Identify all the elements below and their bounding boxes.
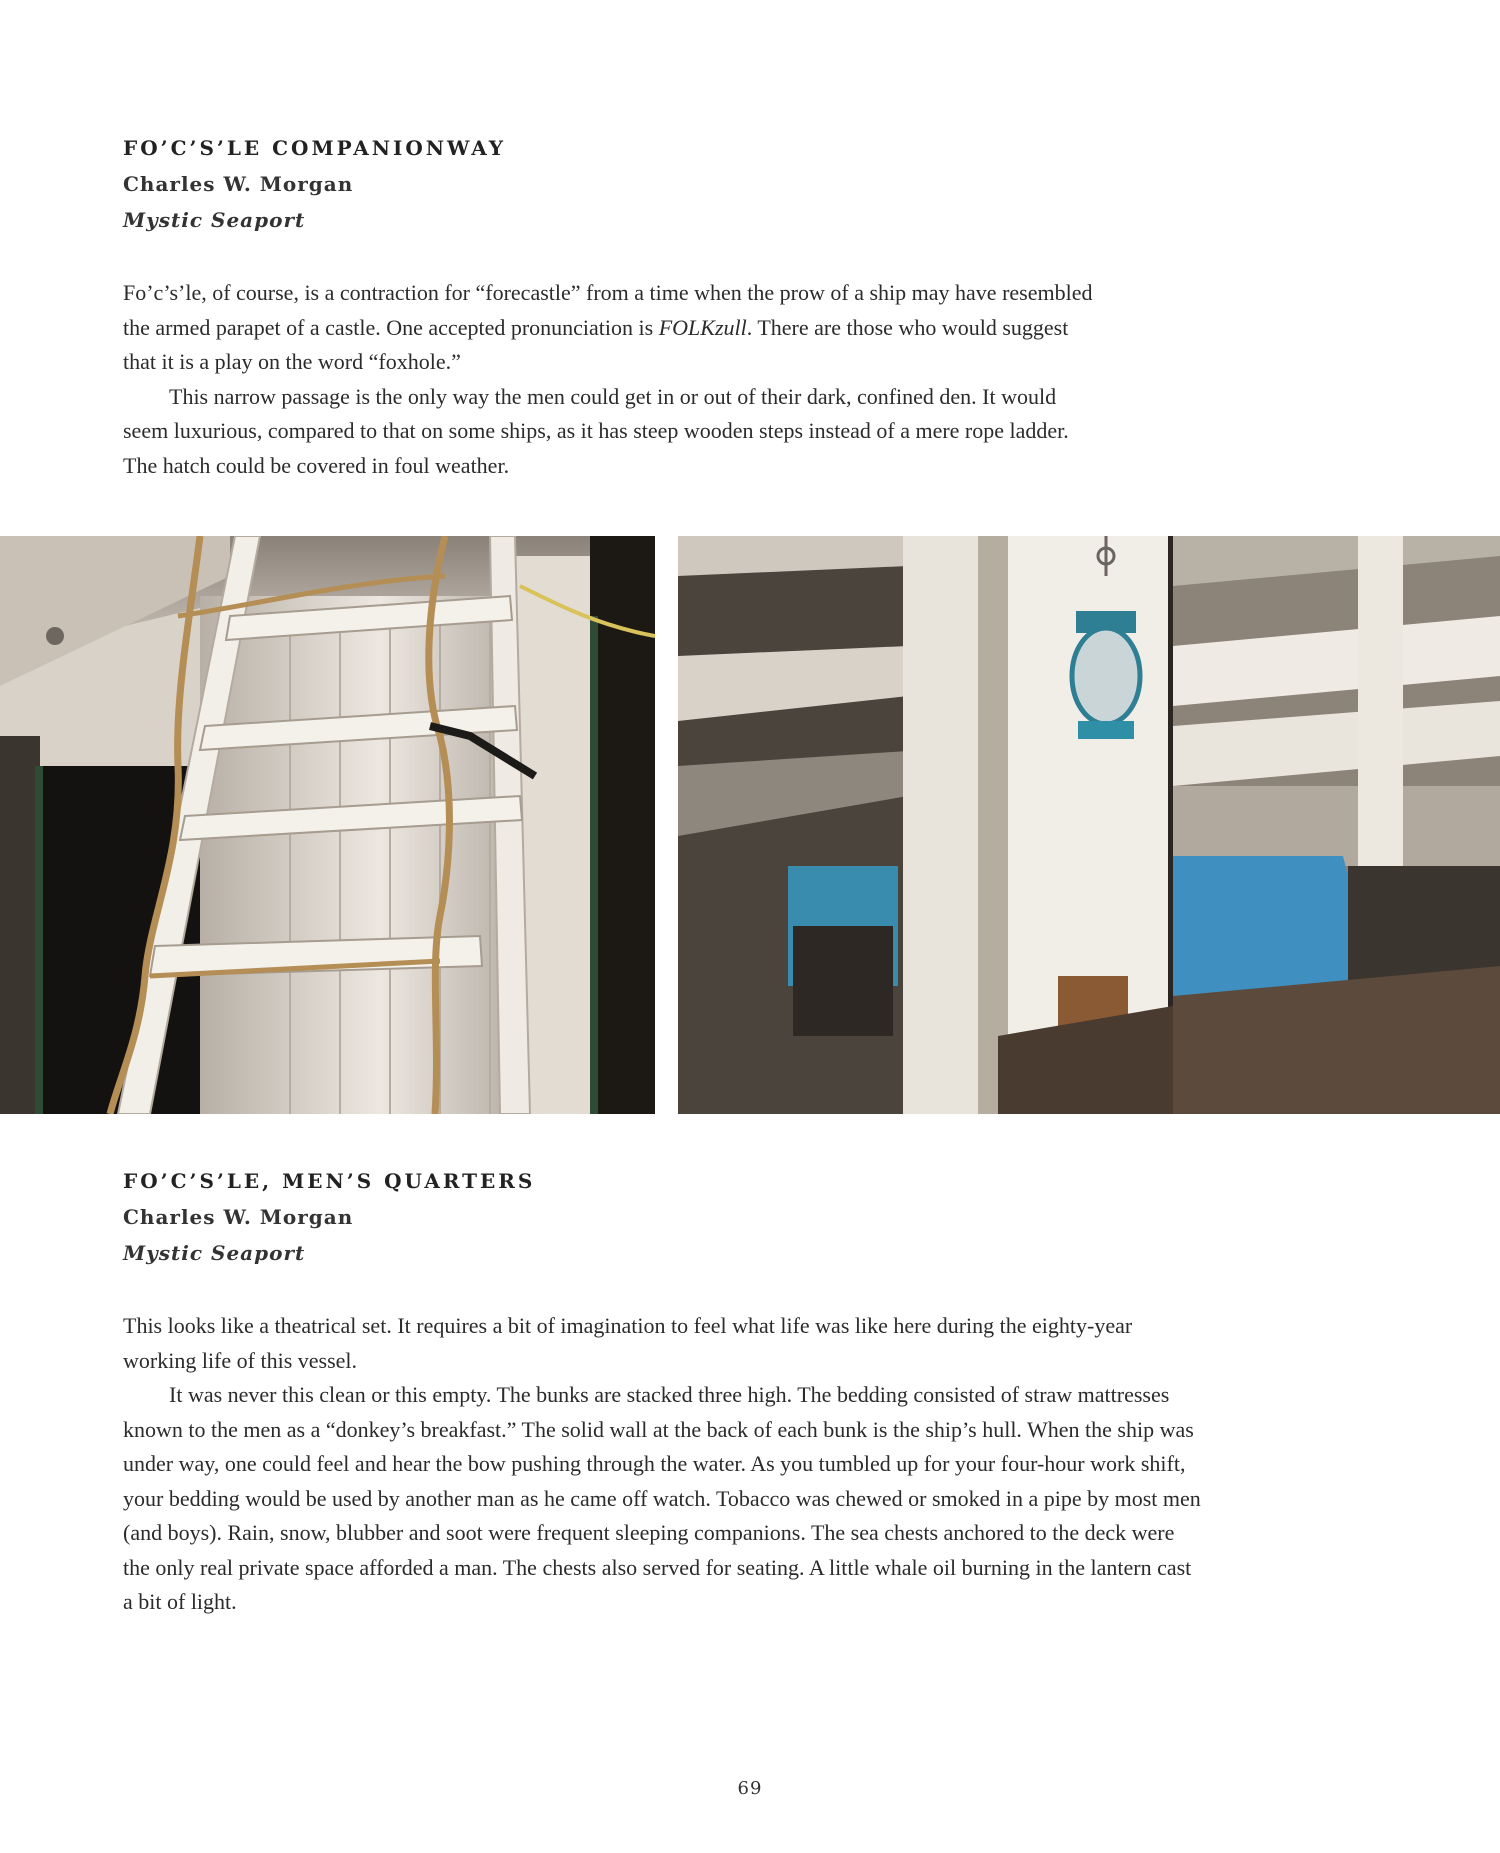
quarters-photo-illustration [678,536,1500,1114]
companionway-ladder-photo [0,536,655,1114]
paragraph-text: Fo’c’s’le, of course, is a contraction for “forecastle” from a time when the prow of a ship may have resembled the armed parapet of a castle. One accepted pronunciation is [123,280,1093,340]
ship-name: Charles W. Morgan [123,172,354,196]
ladder-photo-illustration [0,536,655,1114]
paragraph [123,276,1103,380]
paragraph: This narrow passage is the only way the men could get in or out of their dark, confined den. It would seem luxurious, compared to that on some ships, as it has steep wooden steps instead of a mere rope ladder. The hatch could be covered in foul weather. [123,383,1069,478]
paragraph-text: . There are those who would suggest that it is a play on the word “foxhole.” [123,314,1069,374]
section-title: FO’C’S’LE COMPANIONWAY [123,136,507,160]
section-companionway-header [123,134,506,234]
section-companionway-body [123,276,1103,483]
section-mens-quarters-body [123,1309,1203,1620]
page-number: 69 [737,1778,763,1799]
mens-quarters-photo [678,536,1500,1114]
pronunciation-italic: FOLKzull [658,314,747,340]
paragraph: It was never this clean or this empty. The bunks are stacked three high. The bedding consisted of straw mattresses known to the men as a “donkey’s breakfast.” The solid wall at the back of each bunk is the ship’s hull. When the ship was under way, one could feel and hear the bow pushing through the water. As you tumbled up for your four-hour work shift, your bedding would be used by another man as he came off watch. Tobacco was chewed or smoked in a pipe by most men (and boys). Rain, snow, blubber and soot were frequent sleeping companions. The sea chests anchored to the deck were the only real private space afforded a man. The chests also served for seating. A little whale oil burning in the lantern cast a bit of light. [123,1382,1201,1614]
ship-name: Charles W. Morgan [123,1205,354,1229]
section-mens-quarters-header [123,1167,535,1267]
location: Mystic Seaport [123,1241,306,1265]
location: Mystic Seaport [123,208,306,232]
paragraph: This looks like a theatrical set. It requires a bit of imagination to feel what life was like here during the eighty-year working life of this vessel. [123,1313,1133,1373]
section-title: FO’C’S’LE, MEN’S QUARTERS [123,1169,536,1193]
